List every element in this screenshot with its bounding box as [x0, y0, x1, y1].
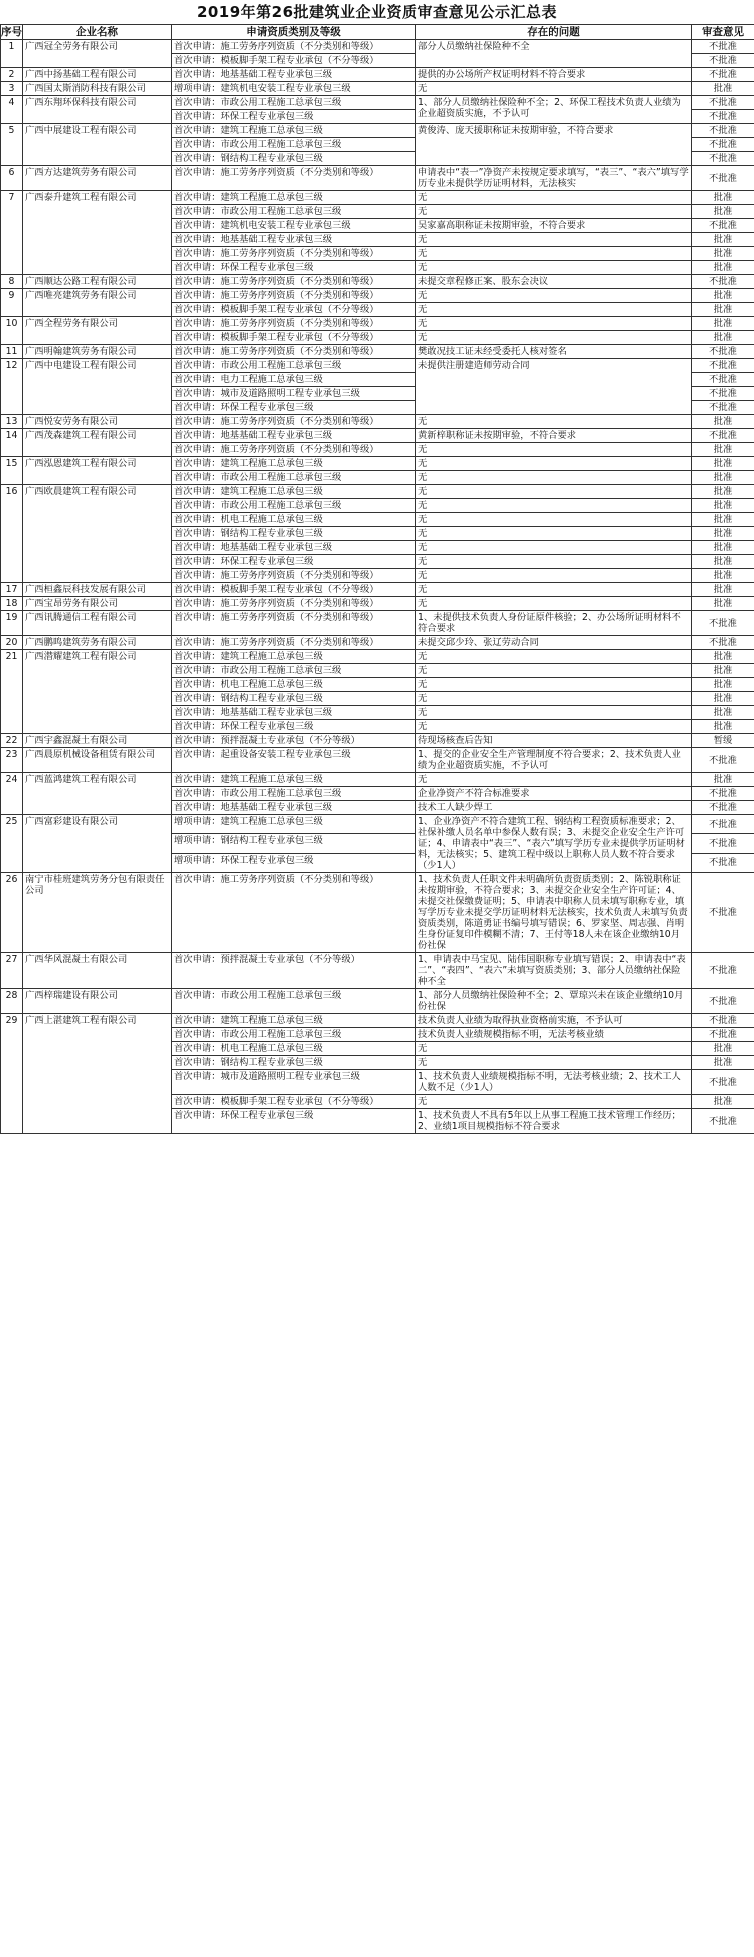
row-number: 27 — [1, 953, 23, 989]
issue-text: 技术负责人业绩规模指标不明，无法考核业绩 — [416, 1028, 692, 1042]
row-number: 4 — [1, 96, 23, 124]
issue-text: 无 — [416, 331, 692, 345]
table-row — [1, 415, 754, 429]
review-result: 不批准 — [692, 275, 754, 289]
company-name: 广西东翔环保科技有限公司 — [23, 96, 172, 124]
review-result: 批准 — [692, 678, 754, 692]
company-name: 广西国太斯消防科技有限公司 — [23, 82, 172, 96]
issue-text: 未提交邱少玲、张辽劳动合同 — [416, 636, 692, 650]
review-result: 不批准 — [692, 152, 754, 166]
company-name: 广西桓鑫辰科技发展有限公司 — [23, 583, 172, 597]
application-item: 首次申请：市政公用工程施工总承包三级 — [172, 664, 416, 678]
issue-text: 未提交章程修正案、股东会决议 — [416, 275, 692, 289]
issue-text: 1、技术负责人不具有5年以上从事工程施工技术管理工作经历；2、业绩1项目规模指标不符合要求 — [416, 1109, 692, 1134]
review-result: 批准 — [692, 597, 754, 611]
company-name: 广西中电建设工程有限公司 — [23, 359, 172, 415]
application-item: 首次申请：钢结构工程专业承包三级 — [172, 1056, 416, 1070]
row-number: 26 — [1, 873, 23, 953]
review-result: 批准 — [692, 692, 754, 706]
company-name: 广西泓恩建筑工程有限公司 — [23, 457, 172, 485]
row-number: 15 — [1, 457, 23, 485]
application-item: 首次申请：模板脚手架工程专业承包（不分等级） — [172, 1095, 416, 1109]
review-result: 批准 — [692, 527, 754, 541]
company-name: 广西上湛建筑工程有限公司 — [23, 1014, 172, 1134]
application-item: 首次申请：模板脚手架工程专业承包（不分等级） — [172, 303, 416, 317]
review-result: 不批准 — [692, 873, 754, 953]
review-result: 不批准 — [692, 1028, 754, 1042]
company-name: 广西华风混凝土有限公司 — [23, 953, 172, 989]
company-name: 广西鹏鸣建筑劳务有限公司 — [23, 636, 172, 650]
review-result: 不批准 — [692, 787, 754, 801]
application-item: 首次申请：地基基础工程专业承包三级 — [172, 801, 416, 815]
issue-text: 无 — [416, 527, 692, 541]
review-result: 不批准 — [692, 636, 754, 650]
issue-text: 1、部分人员缴纳社保险种不全；2、环保工程技术负责人业绩为企业超资质实施，不予认可 — [416, 96, 692, 124]
application-item: 首次申请：建筑工程施工总承包三级 — [172, 485, 416, 499]
issue-text: 无 — [416, 513, 692, 527]
company-name: 广西中展建设工程有限公司 — [23, 124, 172, 166]
issue-text: 无 — [416, 706, 692, 720]
company-name: 广西冠全劳务有限公司 — [23, 40, 172, 68]
review-result: 不批准 — [692, 110, 754, 124]
issue-text: 无 — [416, 692, 692, 706]
table-row — [1, 68, 754, 82]
issue-text: 无 — [416, 1056, 692, 1070]
issue-text: 无 — [416, 205, 692, 219]
row-number: 9 — [1, 289, 23, 317]
issue-text: 无 — [416, 1095, 692, 1109]
application-item: 首次申请：施工劳务序列资质（不分类别和等级） — [172, 275, 416, 289]
company-name: 广西顺达公路工程有限公司 — [23, 275, 172, 289]
application-item: 首次申请：施工劳务序列资质（不分类别和等级） — [172, 289, 416, 303]
application-item: 首次申请：机电工程施工总承包三级 — [172, 678, 416, 692]
application-item: 首次申请：施工劳务序列资质（不分类别和等级） — [172, 415, 416, 429]
review-result: 批准 — [692, 303, 754, 317]
review-result: 不批准 — [692, 611, 754, 636]
application-item: 首次申请：市政公用工程施工总承包三级 — [172, 499, 416, 513]
header-result: 审查意见 — [692, 25, 754, 40]
review-result: 不批准 — [692, 1014, 754, 1028]
company-name: 广西梓瑞建设有限公司 — [23, 989, 172, 1014]
table-row — [1, 124, 754, 138]
company-name: 广西宇鑫混凝土有限公司 — [23, 734, 172, 748]
table-row — [1, 773, 754, 787]
application-item: 首次申请：市政公用工程施工总承包三级 — [172, 471, 416, 485]
application-item: 首次申请：城市及道路照明工程专业承包三级 — [172, 387, 416, 401]
review-result: 批准 — [692, 773, 754, 787]
header-issue: 存在的问题 — [416, 25, 692, 40]
review-result: 不批准 — [692, 953, 754, 989]
issue-text: 无 — [416, 555, 692, 569]
review-result: 不批准 — [692, 40, 754, 54]
review-result: 不批准 — [692, 124, 754, 138]
row-number: 2 — [1, 68, 23, 82]
table-row — [1, 289, 754, 303]
review-result: 批准 — [692, 1042, 754, 1056]
row-number: 6 — [1, 166, 23, 191]
issue-text: 黄俊涛、庞天援职称证未按期审验，不符合要求 — [416, 124, 692, 166]
application-item: 首次申请：市政公用工程施工总承包三级 — [172, 989, 416, 1014]
review-result: 批准 — [692, 289, 754, 303]
row-number: 13 — [1, 415, 23, 429]
row-number: 8 — [1, 275, 23, 289]
row-number: 24 — [1, 773, 23, 815]
header-company: 企业名称 — [23, 25, 172, 40]
review-result: 不批准 — [692, 834, 754, 853]
application-item: 首次申请：建筑机电安装工程专业承包三级 — [172, 219, 416, 233]
review-result: 批准 — [692, 317, 754, 331]
table-row — [1, 583, 754, 597]
issue-text: 无 — [416, 499, 692, 513]
row-number: 5 — [1, 124, 23, 166]
company-name: 广西全程劳务有限公司 — [23, 317, 172, 345]
issue-text: 申请表中“表一”净资产未按规定要求填写，“表三”、“表六”填写学历专业未提供学历证明材料，无法核实 — [416, 166, 692, 191]
review-result: 批准 — [692, 443, 754, 457]
row-number: 19 — [1, 611, 23, 636]
application-item: 首次申请：施工劳务序列资质（不分类别和等级） — [172, 636, 416, 650]
issue-text: 无 — [416, 303, 692, 317]
issue-text: 无 — [416, 289, 692, 303]
header-application: 申请资质类别及等级 — [172, 25, 416, 40]
application-item: 首次申请：建筑工程施工总承包三级 — [172, 773, 416, 787]
application-item: 首次申请：预拌混凝土专业承包（不分等级） — [172, 953, 416, 989]
review-result: 不批准 — [692, 96, 754, 110]
table-row — [1, 611, 754, 636]
company-name: 广西方达建筑劳务有限公司 — [23, 166, 172, 191]
table-row — [1, 317, 754, 331]
review-result: 不批准 — [692, 815, 754, 834]
issue-text: 无 — [416, 317, 692, 331]
review-result: 不批准 — [692, 387, 754, 401]
company-name: 广西欧晨建筑工程有限公司 — [23, 485, 172, 583]
company-name: 广西泰升建筑工程有限公司 — [23, 191, 172, 275]
table-row — [1, 873, 754, 953]
application-item: 首次申请：市政公用工程施工总承包三级 — [172, 1028, 416, 1042]
application-item: 首次申请：市政公用工程施工总承包三级 — [172, 138, 416, 152]
company-name: 广西讯腾通信工程有限公司 — [23, 611, 172, 636]
review-result: 批准 — [692, 205, 754, 219]
application-item: 首次申请：环保工程专业承包三级 — [172, 1109, 416, 1134]
review-result: 批准 — [692, 82, 754, 96]
issue-text: 黄新梓职称证未按期审验，不符合要求 — [416, 429, 692, 443]
review-result: 不批准 — [692, 138, 754, 152]
table-row — [1, 989, 754, 1014]
issue-text: 无 — [416, 569, 692, 583]
company-name: 广西富彩建设有限公司 — [23, 815, 172, 873]
row-number: 18 — [1, 597, 23, 611]
table-row — [1, 457, 754, 471]
review-result: 不批准 — [692, 219, 754, 233]
review-result: 批准 — [692, 664, 754, 678]
issue-text: 技术负责人业绩为取得执业资格前实施，不予认可 — [416, 1014, 692, 1028]
review-result: 批准 — [692, 555, 754, 569]
application-item: 首次申请：钢结构工程专业承包三级 — [172, 152, 416, 166]
issue-text: 技术工人缺少焊工 — [416, 801, 692, 815]
issue-text: 1、企业净资产不符合建筑工程、钢结构工程资质标准要求；2、社保补缴人员名单中参保人数有误；3、未提交企业安全生产许可证；4、申请表中“表三”、“表六”填写学历专业未提供学历证明材料，无法核实；5、建筑工程中级以上职称人员人数不符合要求（少1人） — [416, 815, 692, 873]
review-result: 批准 — [692, 583, 754, 597]
review-result: 不批准 — [692, 989, 754, 1014]
issue-text: 无 — [416, 678, 692, 692]
review-result: 不批准 — [692, 401, 754, 415]
application-item: 首次申请：施工劳务序列资质（不分类别和等级） — [172, 166, 416, 191]
application-item: 首次申请：地基基础工程专业承包三级 — [172, 706, 416, 720]
review-result: 批准 — [692, 650, 754, 664]
review-result: 批准 — [692, 1056, 754, 1070]
issue-text: 无 — [416, 415, 692, 429]
application-item: 首次申请：城市及道路照明工程专业承包三级 — [172, 1070, 416, 1095]
application-item: 首次申请：施工劳务序列资质（不分类别和等级） — [172, 317, 416, 331]
application-item: 首次申请：模板脚手架工程专业承包（不分等级） — [172, 583, 416, 597]
issue-text: 无 — [416, 233, 692, 247]
row-number: 7 — [1, 191, 23, 275]
review-result: 批准 — [692, 513, 754, 527]
review-result: 批准 — [692, 471, 754, 485]
table-row — [1, 1014, 754, 1028]
table-body — [1, 40, 754, 1134]
table-row — [1, 191, 754, 205]
table-row — [1, 734, 754, 748]
review-result: 不批准 — [692, 359, 754, 373]
review-result: 暂缓 — [692, 734, 754, 748]
application-item: 首次申请：施工劳务序列资质（不分类别和等级） — [172, 443, 416, 457]
review-result: 不批准 — [692, 1109, 754, 1134]
review-result: 不批准 — [692, 801, 754, 815]
application-item: 增项申请：建筑机电安装工程专业承包三级 — [172, 82, 416, 96]
issue-text: 1、申请表中马宝见、陆伟国职称专业填写错误；2、申请表中“表二”、“表四”、“表六”未填写资质类别；3、部分人员缴纳社保险种不全 — [416, 953, 692, 989]
row-number: 20 — [1, 636, 23, 650]
review-result: 批准 — [692, 233, 754, 247]
issue-text: 无 — [416, 650, 692, 664]
application-item: 首次申请：钢结构工程专业承包三级 — [172, 692, 416, 706]
application-item: 首次申请：施工劳务序列资质（不分类别和等级） — [172, 873, 416, 953]
review-result: 不批准 — [692, 429, 754, 443]
review-result: 批准 — [692, 415, 754, 429]
application-item: 首次申请：模板脚手架工程专业承包（不分等级） — [172, 54, 416, 68]
row-number: 12 — [1, 359, 23, 415]
company-name: 广西宝昂劳务有限公司 — [23, 597, 172, 611]
row-number: 16 — [1, 485, 23, 583]
application-item: 首次申请：地基基础工程专业承包三级 — [172, 68, 416, 82]
company-name: 广西中扬基础工程有限公司 — [23, 68, 172, 82]
review-result: 不批准 — [692, 373, 754, 387]
application-item: 增项申请：环保工程专业承包三级 — [172, 853, 416, 872]
application-item: 首次申请：模板脚手架工程专业承包（不分等级） — [172, 331, 416, 345]
review-result: 批准 — [692, 457, 754, 471]
issue-text: 1、部分人员缴纳社保险种不全；2、覃琼兴未在该企业缴纳10月份社保 — [416, 989, 692, 1014]
issue-text: 樊敢况技工证未经受委托人核对签名 — [416, 345, 692, 359]
application-item: 增项申请：钢结构工程专业承包三级 — [172, 834, 416, 853]
row-number: 22 — [1, 734, 23, 748]
table-row — [1, 82, 754, 96]
table-row — [1, 650, 754, 664]
company-name: 广西悦安劳务有限公司 — [23, 415, 172, 429]
issue-text: 无 — [416, 261, 692, 275]
application-item: 首次申请：施工劳务序列资质（不分类别和等级） — [172, 247, 416, 261]
table-row — [1, 275, 754, 289]
issue-text: 部分人员缴纳社保险种不全 — [416, 40, 692, 68]
review-result: 不批准 — [692, 166, 754, 191]
application-item: 首次申请：环保工程专业承包三级 — [172, 261, 416, 275]
row-number: 11 — [1, 345, 23, 359]
company-name: 广西蓝鸿建筑工程有限公司 — [23, 773, 172, 815]
review-result: 不批准 — [692, 853, 754, 872]
application-item: 首次申请：施工劳务序列资质（不分类别和等级） — [172, 40, 416, 54]
row-number: 10 — [1, 317, 23, 345]
company-name: 广西茂森建筑工程有限公司 — [23, 429, 172, 457]
row-number: 14 — [1, 429, 23, 457]
application-item: 首次申请：市政公用工程施工总承包三级 — [172, 205, 416, 219]
table-row — [1, 636, 754, 650]
row-number: 29 — [1, 1014, 23, 1134]
company-name: 南宁市桂班建筑劳务分包有限责任公司 — [23, 873, 172, 953]
application-item: 首次申请：建筑工程施工总承包三级 — [172, 124, 416, 138]
issue-text: 无 — [416, 720, 692, 734]
issue-text: 企业净资产不符合标准要求 — [416, 787, 692, 801]
application-item: 首次申请：地基基础工程专业承包三级 — [172, 233, 416, 247]
review-result: 批准 — [692, 247, 754, 261]
application-item: 首次申请：地基基础工程专业承包三级 — [172, 541, 416, 555]
row-number: 21 — [1, 650, 23, 734]
table-row — [1, 485, 754, 499]
review-result: 不批准 — [692, 345, 754, 359]
review-result: 批准 — [692, 331, 754, 345]
company-name: 广西明翰建筑劳务有限公司 — [23, 345, 172, 359]
review-result: 批准 — [692, 499, 754, 513]
review-result: 批准 — [692, 191, 754, 205]
issue-text: 无 — [416, 597, 692, 611]
application-item: 首次申请：起重设备安装工程专业承包三级 — [172, 748, 416, 773]
application-item: 首次申请：建筑工程施工总承包三级 — [172, 650, 416, 664]
issue-text: 1、未提供技术负责人身份证原件核验；2、办公场所证明材料不符合要求 — [416, 611, 692, 636]
table-row — [1, 359, 754, 373]
row-number: 25 — [1, 815, 23, 873]
issue-text: 无 — [416, 247, 692, 261]
company-name: 广西晨原机械设备租赁有限公司 — [23, 748, 172, 773]
table-row — [1, 345, 754, 359]
review-result: 批准 — [692, 541, 754, 555]
header-no: 序号 — [1, 25, 22, 38]
application-item: 首次申请：施工劳务序列资质（不分类别和等级） — [172, 597, 416, 611]
issue-text: 无 — [416, 82, 692, 96]
application-item: 首次申请：机电工程施工总承包三级 — [172, 1042, 416, 1056]
row-number: 1 — [1, 40, 23, 68]
row-number: 3 — [1, 82, 23, 96]
review-result: 批准 — [692, 720, 754, 734]
company-name: 广西唯亮建筑劳务有限公司 — [23, 289, 172, 317]
row-number: 23 — [1, 748, 23, 773]
review-result: 不批准 — [692, 54, 754, 68]
table-row — [1, 166, 754, 191]
application-item: 首次申请：环保工程专业承包三级 — [172, 110, 416, 124]
application-item: 首次申请：环保工程专业承包三级 — [172, 401, 416, 415]
application-item: 首次申请：电力工程施工总承包三级 — [172, 373, 416, 387]
page-title: 2019年第26批建筑业企业资质审查意见公示汇总表 — [196, 3, 558, 21]
issue-text: 无 — [416, 457, 692, 471]
issue-text: 未提供注册建造师劳动合同 — [416, 359, 692, 415]
issue-text: 1、技术负责人任职文件未明确所负责资质类别；2、陈锐职称证未按期审验，不符合要求；3、未提交企业安全生产许可证；4、未提交社保缴费证明；5、申请表中职称人员未填写职称专业，填写学历专业未提交学历证明材料无法核实，技术负责人未填写负责资质类别，陈道勇证书编号填写错误；6、罗家坚、周志强、肖明生身份证复印件模糊不清；7、王付等18人未在该企业缴纳10月份社保 — [416, 873, 692, 953]
table-row — [1, 953, 754, 989]
application-item: 首次申请：钢结构工程专业承包三级 — [172, 527, 416, 541]
review-result: 批准 — [692, 485, 754, 499]
issue-text: 无 — [416, 773, 692, 787]
application-item: 首次申请：机电工程施工总承包三级 — [172, 513, 416, 527]
application-item: 首次申请：环保工程专业承包三级 — [172, 720, 416, 734]
application-item: 首次申请：施工劳务序列资质（不分类别和等级） — [172, 345, 416, 359]
issue-text: 1、技术负责人业绩规模指标不明，无法考核业绩；2、技术工人人数不足（少1人） — [416, 1070, 692, 1095]
table-row — [1, 748, 754, 773]
application-item: 首次申请：施工劳务序列资质（不分类别和等级） — [172, 611, 416, 636]
application-item: 首次申请：市政公用工程施工总承包三级 — [172, 96, 416, 110]
issue-text: 无 — [416, 471, 692, 485]
review-result: 不批准 — [692, 68, 754, 82]
table-row — [1, 96, 754, 110]
application-item: 首次申请：施工劳务序列资质（不分类别和等级） — [172, 569, 416, 583]
issue-text: 无 — [416, 583, 692, 597]
table-row — [1, 429, 754, 443]
application-item: 首次申请：市政公用工程施工总承包三级 — [172, 359, 416, 373]
application-item: 首次申请：市政公用工程施工总承包三级 — [172, 787, 416, 801]
application-item: 增项申请：建筑工程施工总承包三级 — [172, 815, 416, 834]
application-item: 首次申请：建筑工程施工总承包三级 — [172, 191, 416, 205]
review-result: 批准 — [692, 1095, 754, 1109]
issue-text: 1、提交的企业安全生产管理制度不符合要求；2、技术负责人业绩为企业超资质实施，不予认可 — [416, 748, 692, 773]
issue-text: 无 — [416, 191, 692, 205]
table-row — [1, 597, 754, 611]
row-number: 17 — [1, 583, 23, 597]
issue-text: 待现场核查后告知 — [416, 734, 692, 748]
review-result: 批准 — [692, 706, 754, 720]
application-item: 首次申请：环保工程专业承包三级 — [172, 555, 416, 569]
company-name: 广西潜耀建筑工程有限公司 — [23, 650, 172, 734]
review-table — [0, 24, 754, 1134]
table-row — [1, 815, 754, 834]
issue-text: 无 — [416, 541, 692, 555]
issue-text: 吴家嘉高职称证未按期审验，不符合要求 — [416, 219, 692, 233]
table-row — [1, 40, 754, 54]
row-number: 28 — [1, 989, 23, 1014]
issue-text: 无 — [416, 664, 692, 678]
issue-text: 无 — [416, 443, 692, 457]
issue-text: 无 — [416, 1042, 692, 1056]
issue-text: 无 — [416, 485, 692, 499]
application-item: 首次申请：预拌混凝土专业承包（不分等级） — [172, 734, 416, 748]
application-item: 首次申请：地基基础工程专业承包三级 — [172, 429, 416, 443]
application-item: 首次申请：建筑工程施工总承包三级 — [172, 457, 416, 471]
review-result: 批准 — [692, 569, 754, 583]
review-result: 不批准 — [692, 748, 754, 773]
review-result: 批准 — [692, 261, 754, 275]
application-item: 首次申请：建筑工程施工总承包三级 — [172, 1014, 416, 1028]
issue-text: 提供的办公场所产权证明材料不符合要求 — [416, 68, 692, 82]
review-result: 不批准 — [692, 1070, 754, 1095]
